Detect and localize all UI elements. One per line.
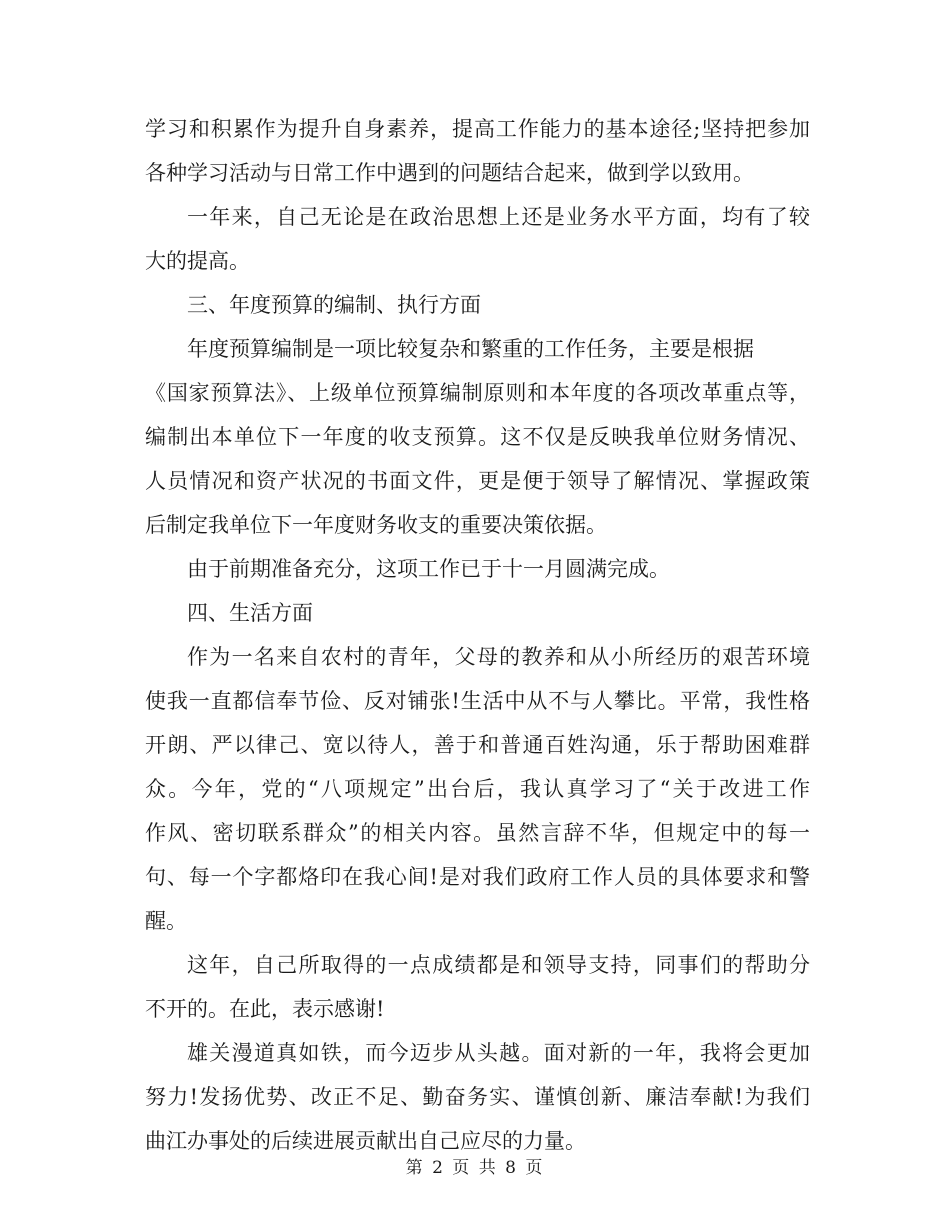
text-line: 由于前期准备充分，这项工作已于十一月圆满完成。 xyxy=(187,557,670,581)
page-footer: 第 2 页 共 8 页 xyxy=(405,1158,545,1178)
text-line: 各种学习活动与日常工作中遇到的问题结合起来，做到学以致用。 xyxy=(145,161,754,185)
text-line: 学习和积累作为提升自身素养，提高工作能力的基本途径;坚持把参加 xyxy=(145,117,810,141)
text-line: 醒。 xyxy=(145,909,187,933)
text-line: 不开的。在此，表示感谢! xyxy=(145,997,385,1021)
text-line: 年度预算编制是一项比较复杂和繁重的工作任务，主要是根据 xyxy=(187,337,754,361)
text-line: 这年，自己所取得的一点成绩都是和领导支持，同事们的帮助分 xyxy=(187,953,810,977)
text-line: 作风、密切联系群众”的相关内容。虽然言辞不华，但规定中的每一 xyxy=(145,821,810,845)
text-line: 句、每一个字都烙印在我心间!是对我们政府工作人员的具体要求和警 xyxy=(145,865,810,889)
text-line: 大的提高。 xyxy=(145,249,250,273)
text-line: 众。今年，党的“八项规定”出台后，我认真学习了“关于改进工作 xyxy=(145,777,810,801)
text-line: 开朗、严以律己、宽以待人，善于和普通百姓沟通，乐于帮助困难群 xyxy=(145,733,810,757)
text-line: 《国家预算法》、上级单位预算编制原则和本年度的各项改革重点等， xyxy=(145,381,810,405)
text-line: 人员情况和资产状况的书面文件，更是便于领导了解情况、掌握政策 xyxy=(145,469,810,493)
text-line: 努力!发扬优势、改正不足、勤奋务实、谨慎创新、廉洁奉献!为我们 xyxy=(145,1085,810,1109)
document-body xyxy=(145,107,810,1163)
text-line: 后制定我单位下一年度财务收支的重要决策依据。 xyxy=(145,513,607,537)
text-line: 一年来，自己无论是在政治思想上还是业务水平方面，均有了较 xyxy=(187,205,810,229)
text-line: 编制出本单位下一年度的收支预算。这不仅是反映我单位财务情况、 xyxy=(145,425,810,449)
text-line: 使我一直都信奉节俭、反对铺张!生活中从不与人攀比。平常，我性格 xyxy=(145,689,810,713)
text-line: 曲江办事处的后续进展贡献出自己应尽的力量。 xyxy=(145,1129,586,1153)
text-line: 四、生活方面 xyxy=(187,601,313,625)
text-line: 雄关漫道真如铁，而今迈步从头越。面对新的一年，我将会更加 xyxy=(187,1041,810,1065)
text-line: 作为一名来自农村的青年，父母的教养和从小所经历的艰苦环境 xyxy=(187,645,810,669)
text-line: 三、年度预算的编制、执行方面 xyxy=(187,293,481,317)
